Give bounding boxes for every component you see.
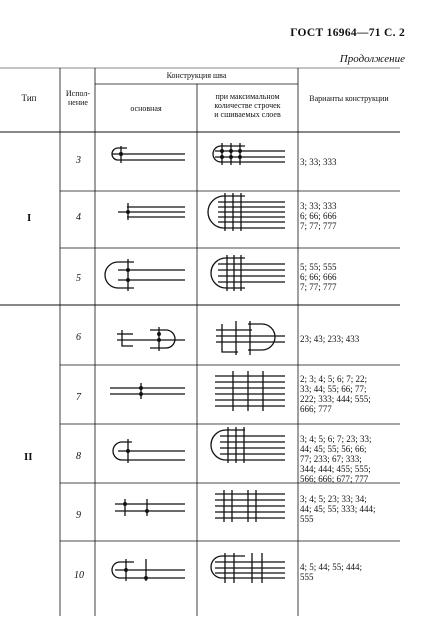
variants-text: 3; 33; 333 <box>300 157 337 167</box>
execution-number: 3 <box>76 155 81 166</box>
execution-number: 9 <box>76 510 81 521</box>
seam-diagram-max-8 <box>211 427 285 463</box>
seam-diagram-basic-5 <box>105 259 185 291</box>
seam-diagram-max-10 <box>211 553 285 583</box>
variants-text: 3; 33; 333 6; 66; 666 7; 77; 777 <box>300 201 337 231</box>
execution-number: 8 <box>76 451 81 462</box>
variants-text: 5; 55; 555 6; 66; 666 7; 77; 777 <box>300 262 337 292</box>
seam-diagram-basic-3 <box>112 146 185 163</box>
variants-text: 4; 5; 44; 55; 444; 555 <box>300 562 363 582</box>
seam-diagram-basic-9 <box>115 499 185 516</box>
seam-diagram-max-5 <box>211 255 285 291</box>
variants-text: 23; 43; 233; 433 <box>300 334 360 344</box>
header-variants: Варианты конструкции <box>309 94 389 103</box>
type-label-2: II <box>24 451 33 463</box>
seam-diagram-basic-10 <box>112 559 185 581</box>
continuation-label: Продолжение <box>339 53 405 65</box>
seam-diagram-max-3 <box>213 143 285 165</box>
execution-number: 10 <box>74 570 84 581</box>
variants-text: 3; 4; 5; 6; 7; 23; 33; 44; 45; 55; 56; 66; 77; 233; 67; 333; 344; 444; 455; 555; 566; 666; 677; 777 <box>300 434 372 484</box>
header-execution: Испол- нение <box>65 89 91 107</box>
header-max: при максимальном количестве строчек и сшиваемых слоев <box>214 92 281 119</box>
header-basic: основная <box>130 104 162 113</box>
seam-diagram-basic-7 <box>110 383 185 399</box>
type-label-1: I <box>27 212 32 224</box>
execution-number: 7 <box>76 392 81 403</box>
variants-text: 2; 3; 4; 5; 6; 7; 22; 33; 44; 55; 66; 77; 222; 333; 444; 555; 666; 777 <box>300 374 371 414</box>
seam-diagram-max-9 <box>215 490 285 522</box>
variants-text: 3; 4; 5; 23; 33; 34; 44; 45; 55; 333; 444; 555 <box>300 494 376 524</box>
header-construction: Конструкция шва <box>166 71 227 80</box>
page-header: ГОСТ 16964—71 С. 2 <box>290 27 405 39</box>
execution-number: 6 <box>76 332 81 343</box>
header-type: Тип <box>21 93 37 103</box>
seam-diagram-basic-8 <box>113 439 185 463</box>
execution-number: 5 <box>76 273 81 284</box>
execution-number: 4 <box>76 212 81 223</box>
seam-diagram-basic-4 <box>118 203 185 220</box>
seam-diagram-max-4 <box>208 193 285 231</box>
seam-diagram-max-6 <box>216 321 285 355</box>
seam-diagram-max-7 <box>215 371 285 411</box>
seam-diagram-basic-6 <box>117 327 185 351</box>
